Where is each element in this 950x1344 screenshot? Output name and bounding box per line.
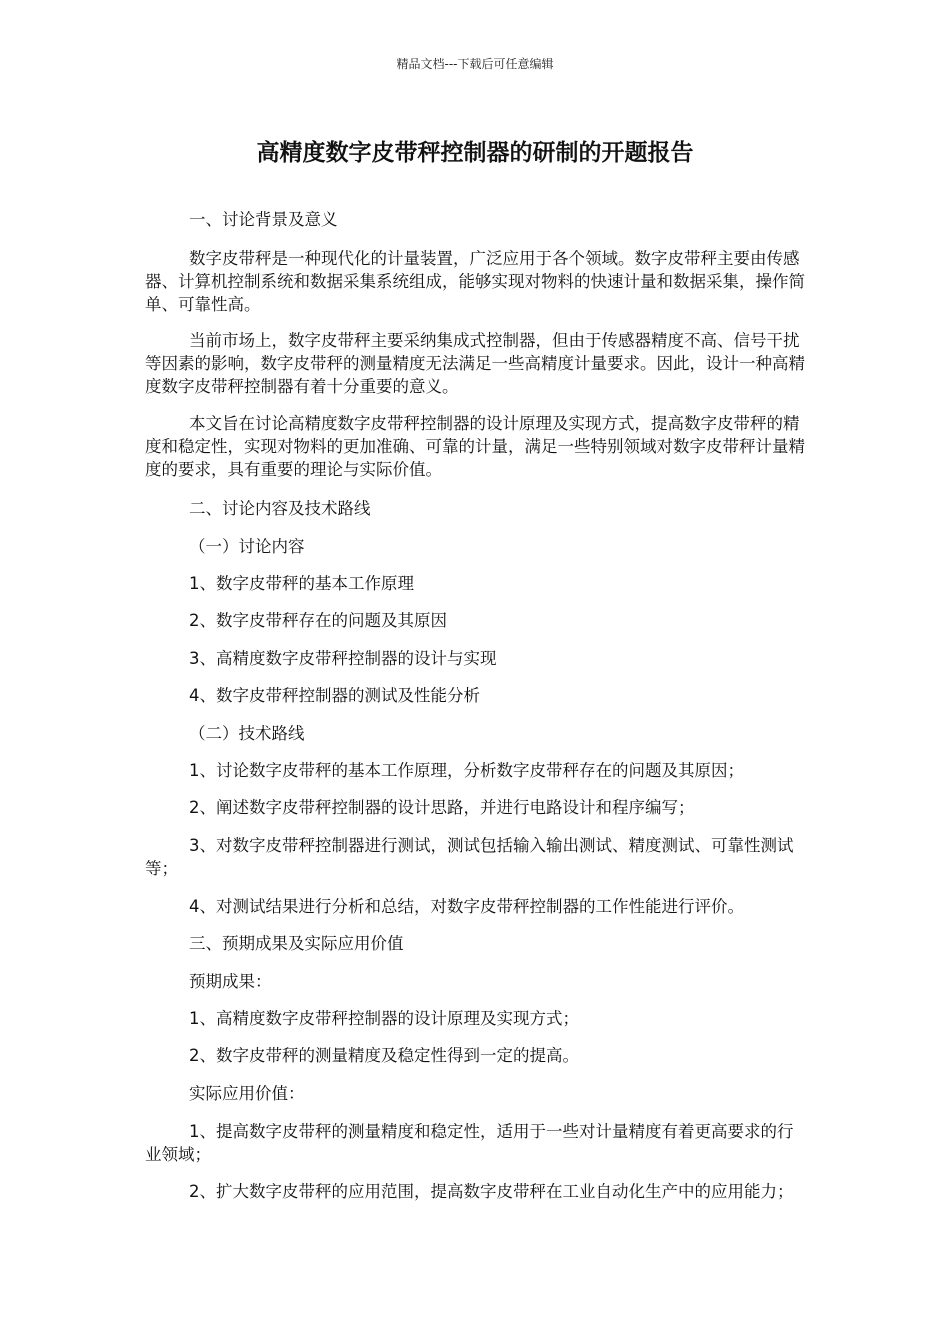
list-item: 4、数字皮带秤控制器的测试及性能分析 xyxy=(189,686,480,705)
list-item: 1、提高数字皮带秤的测量精度和稳定性，适用于一些对计量精度有着更高要求的行业领域； xyxy=(145,1122,794,1164)
list-item: 2、扩大数字皮带秤的应用范围，提高数字皮带秤在工业自动化生产中的应用能力； xyxy=(189,1182,794,1201)
subsection-heading: （一）讨论内容 xyxy=(189,537,305,556)
subsection-heading: （二）技术路线 xyxy=(189,724,305,743)
list-item: 3、对数字皮带秤控制器进行测试，测试包括输入输出测试、精度测试、可靠性测试等； xyxy=(145,836,794,878)
page-header: 精品文档---下载后可任意编辑 xyxy=(396,57,554,71)
section-heading: 一、讨论背景及意义 xyxy=(189,210,338,229)
list-item: 1、高精度数字皮带秤控制器的设计原理及实现方式； xyxy=(189,1009,579,1028)
list-item: 2、数字皮带秤的测量精度及稳定性得到一定的提高。 xyxy=(189,1046,579,1065)
list-item: 1、数字皮带秤的基本工作原理 xyxy=(189,574,414,593)
paragraph: 当前市场上，数字皮带秤主要采纳集成式控制器，但由于传感器精度不高、信号干扰等因素的影响，数字皮带秤的测量精度无法满足一些高精度计量要求。因此，设计一种高精度数字皮带秤控制器有着十分重要的意义。 xyxy=(145,331,805,396)
section-heading: 三、预期成果及实际应用价值 xyxy=(189,934,404,953)
list-item: 2、数字皮带秤存在的问题及其原因 xyxy=(189,611,447,630)
list-item: 4、对测试结果进行分析和总结，对数字皮带秤控制器的工作性能进行评价。 xyxy=(189,897,744,916)
label-line: 预期成果： xyxy=(189,972,272,991)
label-line: 实际应用价值： xyxy=(189,1084,305,1103)
list-item: 3、高精度数字皮带秤控制器的设计与实现 xyxy=(189,649,497,668)
document-title: 高精度数字皮带秤控制器的研制的开题报告 xyxy=(256,140,694,166)
section-heading: 二、讨论内容及技术路线 xyxy=(189,499,371,518)
paragraph: 数字皮带秤是一种现代化的计量装置，广泛应用于各个领域。数字皮带秤主要由传感器、计算机控制系统和数据采集系统组成，能够实现对物料的快速计量和数据采集，操作简单、可靠性高。 xyxy=(145,249,805,314)
list-item: 2、阐述数字皮带秤控制器的设计思路，并进行电路设计和程序编写； xyxy=(189,798,695,817)
list-item: 1、讨论数字皮带秤的基本工作原理，分析数字皮带秤存在的问题及其原因； xyxy=(189,761,744,780)
paragraph: 本文旨在讨论高精度数字皮带秤控制器的设计原理及实现方式，提高数字皮带秤的精度和稳定性，实现对物料的更加准确、可靠的计量，满足一些特别领域对数字皮带秤计量精度的要求，具有重要的理论与实际价值。 xyxy=(145,414,805,479)
